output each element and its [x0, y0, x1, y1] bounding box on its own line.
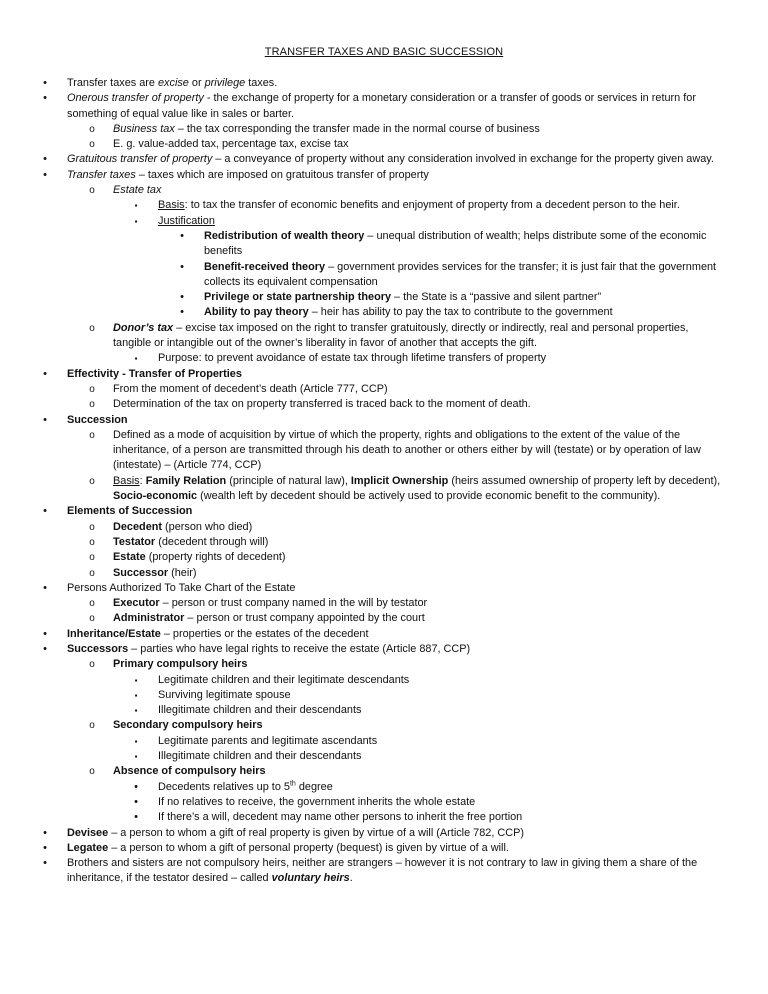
list-item-text [158, 780, 722, 795]
list-item [0, 229, 768, 260]
list-item [0, 76, 768, 91]
list-item [0, 841, 768, 856]
text-run: Redistribution of wealth theory [204, 229, 365, 242]
list-item [0, 734, 768, 749]
text-run: If no relatives to receive, the government inherits the whole estate [158, 795, 476, 808]
text-run: - the exchange of property for a monetary consideration or a transfer of goods or services in return for something of equal value like in sales or barter. [67, 92, 696, 120]
list-item [0, 168, 768, 183]
square-marker: ▪ [134, 201, 138, 211]
list-item [0, 122, 768, 137]
list-item-text [158, 351, 722, 366]
bullet-marker: • [134, 811, 138, 824]
bullet-marker: • [43, 413, 47, 426]
circle-marker: o [89, 536, 95, 548]
text-run: E. g. value-added tax, percentage tax, excise tax [113, 138, 349, 151]
text-run: Legitimate parents and legitimate ascendants [158, 734, 378, 747]
list-item-text [67, 91, 722, 122]
list-item-text [158, 703, 722, 718]
text-run: degree [295, 780, 333, 793]
list-item [0, 260, 768, 291]
bullet-marker: • [43, 168, 47, 181]
text-run: Decedent [113, 520, 163, 533]
list-item [0, 550, 768, 565]
text-run: or [188, 77, 205, 89]
text-run: Estate tax [113, 184, 162, 197]
text-run: Privilege or state partnership theory [204, 291, 392, 304]
text-run: Succession [67, 413, 128, 426]
list-item [0, 397, 768, 412]
text-run: – the State is a “passive and silent partner” [391, 291, 602, 304]
bullet-marker: • [43, 153, 47, 166]
list-item [0, 657, 768, 672]
list-item-text [158, 810, 722, 825]
document-title: TRANSFER TAXES AND BASIC SUCCESSION [264, 46, 504, 58]
list-item-text [67, 504, 722, 519]
text-run: Illegitimate children and their descendants [158, 704, 362, 717]
text-run: Absence of compulsory heirs [113, 765, 266, 778]
circle-marker: o [89, 613, 95, 625]
circle-marker: o [89, 720, 95, 732]
text-run: Devisee [67, 826, 109, 839]
text-run: – government provides services for the transfer; it is just fair that the government collects its equivalent compensation [204, 260, 717, 288]
bullet-marker: • [43, 92, 47, 105]
circle-marker: o [89, 123, 95, 135]
list-item [0, 351, 768, 366]
square-marker: ▪ [134, 736, 138, 746]
list-item-text [158, 749, 722, 764]
list-item-text [67, 856, 722, 887]
text-run: . [349, 872, 353, 885]
text-run: (heirs assumed ownership of property left by decedent), [448, 474, 721, 487]
list-item [0, 566, 768, 581]
list-item-text [67, 642, 722, 657]
list-item-text [67, 413, 722, 428]
bullet-marker: • [43, 642, 47, 655]
text-run: voluntary heirs [271, 872, 350, 885]
list-item-text [204, 290, 718, 305]
list-item [0, 535, 768, 550]
list-item [0, 504, 768, 519]
list-item-text [67, 826, 722, 841]
circle-marker: o [89, 475, 95, 487]
list-item [0, 183, 768, 198]
text-run: – the tax corresponding the transfer made in the normal course of business [174, 122, 540, 135]
text-run: Effectivity - Transfer of Properties [67, 367, 242, 380]
list-item [0, 749, 768, 764]
list-item-text [67, 627, 722, 642]
text-run: Illegitimate children and their descendants [158, 750, 362, 763]
text-run: Legatee [67, 841, 109, 854]
list-item [0, 520, 768, 535]
text-run: Basis [113, 474, 140, 487]
bullet-marker: • [43, 826, 47, 839]
list-item-text [158, 795, 722, 810]
circle-marker: o [89, 322, 95, 334]
list-item-text [113, 397, 722, 412]
circle-marker: o [89, 139, 95, 151]
document-body [0, 76, 768, 887]
list-item-text [158, 198, 722, 213]
list-item [0, 642, 768, 657]
circle-marker: o [89, 383, 95, 395]
list-item [0, 290, 768, 305]
list-item [0, 198, 768, 213]
text-run: Persons Authorized To Take Chart of the Estate [67, 581, 296, 594]
bullet-marker: • [180, 291, 184, 304]
circle-marker: o [89, 659, 95, 671]
circle-marker: o [89, 399, 95, 411]
bullet-marker: • [134, 795, 138, 808]
text-run: : to tax the transfer of economic benefits and enjoyment of property from a decedent person to the heir. [184, 199, 680, 212]
text-run: From the moment of decedent’s death (Article 777, CCP) [113, 382, 388, 395]
list-item-text [67, 841, 722, 856]
bullet-marker: • [43, 857, 47, 870]
text-run: Successor [113, 566, 169, 579]
list-item [0, 367, 768, 382]
text-run: – taxes which are imposed on gratuitous transfer of property [135, 168, 429, 181]
list-item-text [113, 382, 722, 397]
list-item-text [113, 764, 722, 779]
bullet-marker: • [43, 627, 47, 640]
list-item [0, 382, 768, 397]
list-item-text [113, 535, 722, 550]
text-run: : [139, 474, 146, 487]
list-item-text [113, 428, 722, 474]
list-item [0, 596, 768, 611]
list-item-text [158, 734, 722, 749]
text-run: Family Relation [145, 474, 227, 487]
text-run: Justification [158, 214, 215, 227]
text-run: If there’s a will, decedent may name other persons to inherit the free portion [158, 811, 523, 824]
text-run: – unequal distribution of wealth; helps distribute some of the economic benefits [204, 229, 707, 258]
text-run: Purpose: to prevent avoidance of estate tax through lifetime transfers of property [158, 352, 547, 365]
list-item-text [67, 367, 722, 382]
circle-marker: o [89, 766, 95, 778]
list-item [0, 718, 768, 733]
list-item-text [113, 657, 722, 672]
bullet-marker: • [43, 841, 47, 854]
list-item-text [113, 550, 722, 565]
circle-marker: o [89, 552, 95, 564]
list-item [0, 856, 768, 887]
square-marker: ▪ [134, 675, 138, 685]
list-item [0, 91, 768, 122]
text-run: – person or trust company named in the will by testator [159, 597, 428, 610]
list-item [0, 152, 768, 167]
square-marker: ▪ [134, 706, 138, 716]
list-item-text [113, 137, 722, 152]
list-item [0, 826, 768, 841]
text-run: Business tax [113, 122, 175, 135]
list-item [0, 581, 768, 596]
text-run: excise [158, 77, 189, 89]
bullet-marker: • [43, 505, 47, 518]
text-run: Onerous transfer of property [67, 92, 204, 105]
text-run: (property rights of decedent) [145, 551, 286, 564]
bullet-marker: • [43, 367, 47, 380]
square-marker: ▪ [134, 216, 138, 226]
text-run: Transfer taxes [67, 168, 136, 181]
list-item [0, 780, 768, 795]
list-item-text [113, 596, 722, 611]
text-run: – a person to whom a gift of personal property (bequest) is given by virtue of a will. [108, 841, 509, 854]
list-item-text [113, 611, 722, 626]
text-run: (principle of natural law), [226, 474, 351, 487]
text-run: Implicit Ownership [350, 474, 449, 487]
list-item [0, 305, 768, 320]
text-run: – heir has ability to pay the tax to contribute to the government [308, 306, 613, 319]
list-item [0, 428, 768, 474]
list-item-text [113, 474, 722, 505]
list-item-text [67, 581, 722, 596]
list-item-text [67, 168, 722, 183]
square-marker: ▪ [134, 690, 138, 700]
list-item-text [113, 183, 722, 198]
text-run: – parties who have legal rights to receive the estate (Article 887, CCP) [128, 642, 471, 655]
circle-marker: o [89, 429, 95, 441]
text-run: Executor [113, 597, 160, 610]
text-run: th [289, 780, 296, 788]
list-item-text [113, 321, 722, 352]
text-run: (decedent through will) [155, 535, 269, 548]
text-run: Basis [158, 199, 185, 212]
circle-marker: o [89, 598, 95, 610]
text-run: – properties or the estates of the decedent [160, 627, 369, 640]
text-run: – a person to whom a gift of real property is given by virtue of a will (Article 782, CCP) [108, 826, 525, 839]
text-run: Brothers and sisters are not compulsory heirs, neither are strangers – however it is not contrary to law in giving them a share of the inheritance, if the testator desired – called [67, 857, 698, 885]
text-run: Benefit-received theory [204, 260, 326, 273]
list-item-text [204, 260, 718, 291]
square-marker: ▪ [134, 354, 138, 364]
list-item-text [113, 566, 722, 581]
list-item-text [113, 122, 722, 137]
list-item-text [204, 305, 718, 320]
list-item-text [204, 229, 718, 260]
list-item [0, 795, 768, 810]
text-run: Transfer taxes are [67, 77, 158, 89]
text-run: – person or trust company appointed by the court [184, 612, 425, 625]
text-run: (wealth left by decedent should be actively used to provide economic benefit to the community). [197, 490, 661, 503]
list-item-text [158, 673, 722, 688]
text-run: Legitimate children and their legitimate descendants [158, 673, 410, 686]
circle-marker: o [89, 185, 95, 197]
list-item [0, 627, 768, 642]
text-run: – a conveyance of property without any consideration involved in exchange for the property given away. [212, 153, 714, 166]
list-item [0, 474, 768, 505]
list-item-text [158, 214, 722, 229]
bullet-marker: • [180, 306, 184, 319]
list-item-text [67, 76, 722, 91]
list-item [0, 703, 768, 718]
list-item [0, 321, 768, 352]
list-item [0, 413, 768, 428]
text-run: Gratuitous transfer of property [67, 153, 213, 166]
circle-marker: o [89, 567, 95, 579]
text-run: Primary compulsory heirs [113, 658, 248, 671]
text-run: Surviving legitimate spouse [158, 688, 291, 701]
text-run: Socio-economic [113, 490, 198, 503]
text-run: Successors [67, 642, 129, 655]
text-run: – excise tax imposed on the right to transfer gratuitously, directly or indirectly, real and personal properties, tangible or intangible out of the owner’s liberality in favor of another that accepts the gift. [113, 321, 689, 350]
bullet-marker: • [43, 77, 47, 89]
list-item-text [113, 718, 722, 733]
text-run: Estate [113, 551, 146, 564]
text-run: privilege [204, 77, 246, 89]
bullet-marker: • [180, 260, 184, 273]
text-run: Ability to pay theory [204, 306, 309, 319]
bullet-marker: • [180, 229, 184, 242]
text-run: Elements of Succession [67, 505, 193, 518]
list-item [0, 688, 768, 703]
list-item [0, 673, 768, 688]
text-run: Decedents relatives up to 5 [158, 780, 290, 793]
square-marker: ▪ [134, 752, 138, 762]
bullet-marker: • [43, 581, 47, 594]
text-run: (person who died) [162, 520, 253, 533]
text-run: Testator [113, 535, 156, 548]
list-item-text [158, 688, 722, 703]
text-run: Donor’s tax [113, 321, 174, 334]
circle-marker: o [89, 521, 95, 533]
text-run: (heir) [168, 566, 197, 579]
text-run: Administrator [113, 612, 185, 625]
list-item-text [113, 520, 722, 535]
list-item [0, 810, 768, 825]
list-item [0, 611, 768, 626]
text-run: Secondary compulsory heirs [113, 719, 263, 732]
text-run: taxes. [245, 77, 278, 89]
list-item [0, 214, 768, 229]
text-run: Determination of the tax on property transferred is traced back to the moment of death. [113, 398, 531, 411]
list-item [0, 137, 768, 152]
list-item-text [67, 152, 722, 167]
list-item [0, 764, 768, 779]
text-run: Inheritance/Estate [67, 627, 161, 640]
bullet-marker: • [134, 780, 138, 793]
text-run: Defined as a mode of acquisition by virtue of which the property, rights and obligations to the extent of the value of the inheritance, of a person are transmitted through his death to another or others either by will (testate) or by operation of law (intestate) – (Article 774, CCP) [113, 428, 701, 472]
